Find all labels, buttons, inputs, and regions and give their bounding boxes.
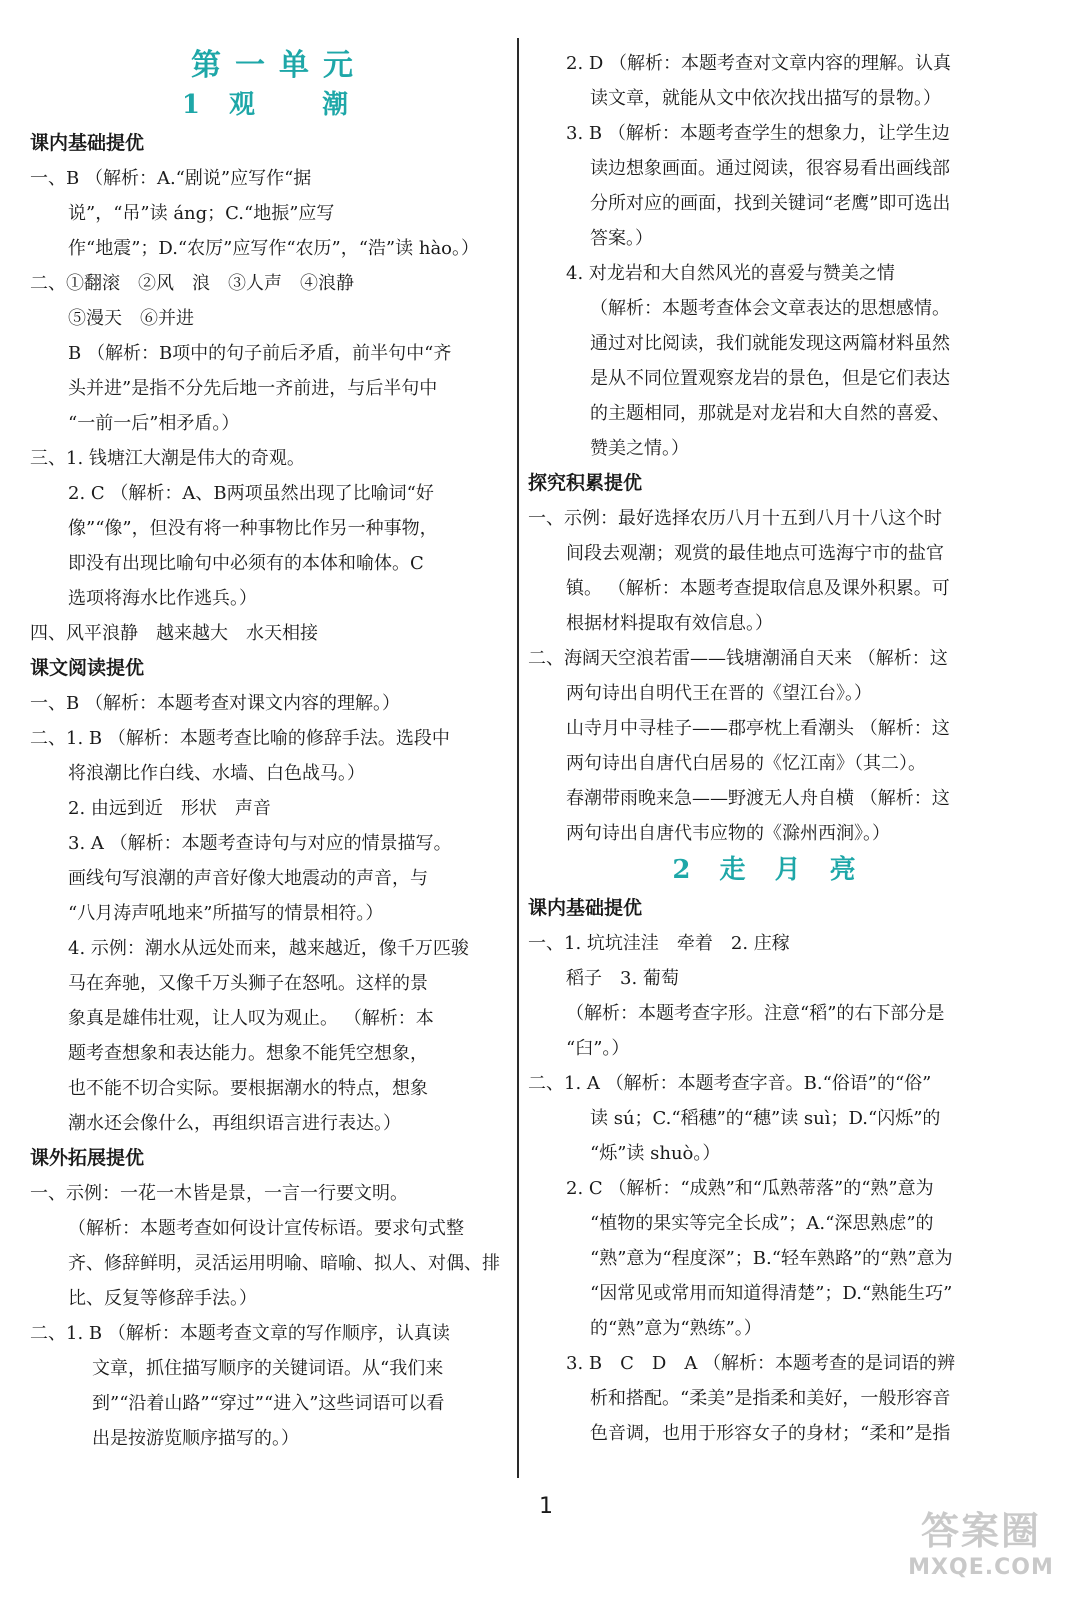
answer-line: 一、示例：一花一木皆是景，一言一行要文明。: [30, 1183, 408, 1204]
answer-line: 潮水还会像什么，再组织语言进行表达。）: [68, 1113, 401, 1134]
answer-line: 间段去观潮；观赏的最佳地点可选海宁市的盐官: [566, 543, 944, 564]
answer-line: 答案。）: [590, 228, 653, 249]
left-column: [30, 46, 510, 1456]
column-divider: [517, 38, 519, 1478]
answer-line: 2. C （解析：“成熟”和“瓜熟蒂落”的“熟”意为: [566, 1178, 934, 1199]
answer-line: 将浪潮比作白线、水墙、白色战马。）: [68, 763, 365, 784]
answer-line: （解析：本题考查体会文章表达的思想感情。: [590, 298, 950, 319]
answer-line: 根据材料提取有效信息。）: [566, 613, 773, 634]
section-heading: 课文阅读提优: [30, 657, 145, 679]
section-heading: 探究积累提优: [528, 472, 643, 494]
lesson-title: 2 走 月 亮: [672, 855, 866, 885]
answer-line: 稻子 3. 葡萄: [566, 968, 679, 989]
page-number: 1: [539, 1494, 553, 1519]
answer-line: 即没有出现比喻句中必须有的本体和喻体。C: [68, 553, 424, 574]
watermark-url: MXQE.COM: [908, 1555, 1054, 1580]
answer-line: 3. B （解析：本题考查学生的想象力，让学生边: [566, 123, 950, 144]
answer-line: 说”，“吊”读 áng；C.“地振”应写: [68, 203, 335, 224]
answer-line: 色音调，也用于形容女子的身材；“柔和”是指: [590, 1423, 951, 1444]
answer-line: 3. B C D A （解析：本题考查的是词语的辨: [566, 1353, 956, 1374]
answer-line: 画线句写浪潮的声音好像大地震动的声音，与: [68, 868, 428, 889]
answer-line: 的主题相同，那就是对龙岩和大自然的喜爱、: [590, 403, 950, 424]
section-heading: 课内基础提优: [30, 132, 145, 154]
answer-line: “烁”读 shuò。）: [590, 1143, 721, 1164]
answer-line: 春潮带雨晚来急——野渡无人舟自横 （解析：这: [566, 788, 950, 809]
answer-line: 通过对比阅读，我们就能发现这两篇材料虽然: [590, 333, 950, 354]
unit-title: 第一单元: [191, 48, 367, 83]
answer-line: 镇。 （解析：本题考查提取信息及课外积累。可: [566, 578, 950, 599]
section-heading: 课外拓展提优: [30, 1147, 145, 1169]
answer-line: 二、1. B （解析：本题考查比喻的修辞手法。选段中: [30, 728, 450, 749]
answer-line: 作“地震”；D.“农厉”应写作“农历”，“浩”读 hào。）: [68, 238, 480, 259]
answer-line: 象真是雄伟壮观，让人叹为观止。 （解析：本: [68, 1008, 434, 1029]
answer-line: （解析：本题考查字形。注意“稻”的右下部分是: [566, 1003, 945, 1024]
answer-line: 二、①翻滚 ②风 浪 ③人声 ④浪静: [30, 273, 354, 294]
answer-line: 的“熟”意为“熟练”。）: [590, 1318, 762, 1339]
answer-line: 题考查想象和表达能力。想象不能凭空想象，: [68, 1043, 428, 1064]
answer-line: 两句诗出自唐代白居易的《忆江南》（其二）。: [566, 753, 926, 774]
answer-line: 两句诗出自唐代韦应物的《滁州西涧》。）: [566, 823, 890, 844]
answer-line: 是从不同位置观察龙岩的景色，但是它们表达: [590, 368, 950, 389]
answer-line: 山寺月中寻桂子——郡亭枕上看潮头 （解析：这: [566, 718, 950, 739]
answer-line: 一、1. 坑坑洼洼 牵着 2. 庄稼: [528, 933, 790, 954]
answer-line: 2. 由远到近 形状 声音: [68, 798, 271, 819]
answer-line: 析和搭配。“柔美”是指柔和美好，一般形容音: [590, 1388, 951, 1409]
watermark-text: 答案圈: [920, 1509, 1041, 1553]
answer-line: “一前一后”相矛盾。）: [68, 413, 240, 434]
answer-line: 马在奔驰，又像千万头狮子在怒吼。这样的景: [68, 973, 428, 994]
answer-line: ⑤漫天 ⑥并进: [68, 308, 194, 329]
section-heading: 课内基础提优: [528, 897, 643, 919]
answer-line: 赞美之情。）: [590, 438, 689, 459]
answer-line: 一、示例：最好选择农历八月十五到八月十八这个时: [528, 508, 942, 529]
answer-line: 文章，抓住描写顺序的关键词语。从“我们来: [92, 1358, 444, 1379]
answer-line: 4. 对龙岩和大自然风光的喜爱与赞美之情: [566, 263, 895, 284]
answer-line: 选项将海水比作逃兵。）: [68, 588, 257, 609]
answer-line: 比、反复等修辞手法。）: [68, 1288, 257, 1309]
answer-line: 一、B （解析：A.“剧说”应写作“据: [30, 168, 312, 189]
answer-line: 4. 示例：潮水从远处而来，越来越近，像千万匹骏: [68, 938, 469, 959]
answer-line: 四、风平浪静 越来越大 水天相接: [30, 623, 318, 644]
answer-line: 分所对应的画面，找到关键词“老鹰”即可选出: [590, 193, 951, 214]
answer-line: 头并进”是指不分先后地一齐前进，与后半句中: [68, 378, 438, 399]
answer-line: 二、1. B （解析：本题考查文章的写作顺序，认真读: [30, 1323, 450, 1344]
answer-line: “熟”意为“程度深”；B.“轻车熟路”的“熟”意为: [590, 1248, 953, 1269]
answer-line: 出是按游览顺序描写的。）: [92, 1428, 299, 1449]
answer-line: 读边想象画面。通过阅读，很容易看出画线部: [590, 158, 950, 179]
answer-line: “八月涛声吼地来”所描写的情景相符。）: [68, 903, 384, 924]
answer-line: 像”“像”，但没有将一种事物比作另一种事物，: [68, 518, 438, 539]
answer-line: 也不能不切合实际。要根据潮水的特点，想象: [68, 1078, 428, 1099]
answer-line: 到”“沿着山路”“穿过”“进入”这些词语可以看: [92, 1393, 445, 1414]
answer-line: “因常见或常用而知道得清楚”；D.“熟能生巧”: [590, 1283, 953, 1304]
answer-line: 读文章，就能从文中依次找出描写的景物。）: [590, 88, 941, 109]
answer-line: 一、B （解析：本题考查对课文内容的理解。）: [30, 693, 400, 714]
watermark-logo: [896, 1508, 1066, 1594]
lesson-title: 1 观 潮: [181, 90, 359, 120]
answer-line: 两句诗出自明代王在晋的《望江台》。）: [566, 683, 872, 704]
answer-line: 三、1. 钱塘江大潮是伟大的奇观。: [30, 448, 305, 469]
answer-line: 二、1. A （解析：本题考查字音。B.“俗语”的“俗”: [528, 1073, 932, 1094]
answer-line: 2. D （解析：本题考查对文章内容的理解。认真: [566, 53, 952, 74]
answer-line: 2. C （解析：A、B两项虽然出现了比喻词“好: [68, 483, 434, 504]
answer-line: “臼”。）: [566, 1038, 630, 1059]
right-column: [528, 46, 1010, 1451]
answer-line: “植物的果实等完全长成”；A.“深思熟虑”的: [590, 1213, 934, 1234]
answer-line: B （解析：B项中的句子前后矛盾，前半句中“齐: [68, 343, 452, 364]
answer-line: （解析：本题考查如何设计宣传标语。要求句式整: [68, 1218, 464, 1239]
answer-line: 齐、修辞鲜明，灵活运用明喻、暗喻、拟人、对偶、排: [68, 1253, 500, 1274]
answer-line: 二、海阔天空浪若雷——钱塘潮涌自天来 （解析：这: [528, 648, 948, 669]
answer-line: 读 sú；C.“稻穗”的“穗”读 suì；D.“闪烁”的: [590, 1108, 941, 1129]
answer-line: 3. A （解析：本题考查诗句与对应的情景描写。: [68, 833, 452, 854]
